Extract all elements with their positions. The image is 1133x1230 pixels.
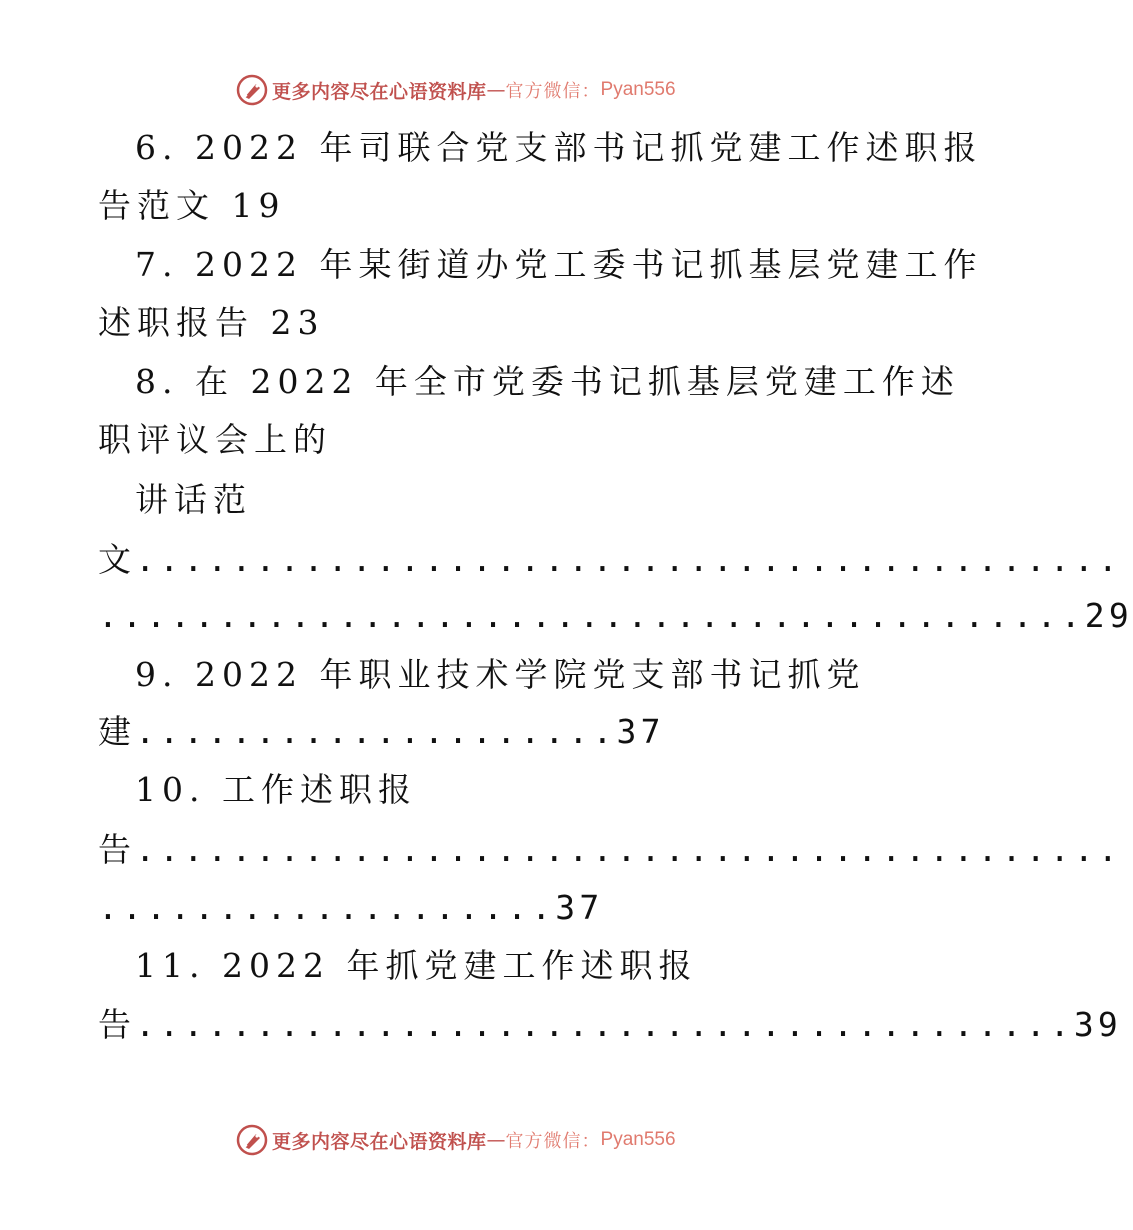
toc-entry-11-line-1: 11. 2022 年抓党建工作述职报 — [135, 946, 698, 985]
toc-entry-9-line-1: 9. 2022 年职业技术学院党支部书记抓党 — [135, 655, 866, 694]
banner-dash: — — [486, 79, 506, 101]
banner-text: 更多内容尽在心语资料库 — [272, 1130, 487, 1153]
toc-entry-8-line-5: .........................................29 — [98, 596, 1133, 635]
toc-entry-7-line-1: 7. 2022 年某街道办党工委书记抓基层党建工作 — [135, 245, 983, 284]
toc-entry-6-line-2: 告范文 19 — [98, 186, 286, 225]
toc-entry-10-line-2: 告......................................... — [98, 830, 1122, 869]
banner-text: 更多内容尽在心语资料库 — [272, 80, 487, 103]
banner-wechat-id: Pyan556 — [600, 79, 676, 100]
toc-entry-10-line-3: ...................37 — [98, 888, 604, 927]
banner-wechat-id: Pyan556 — [600, 1129, 676, 1150]
footer-banner — [236, 1123, 676, 1157]
toc-entry-11-line-2: 告.......................................39 — [98, 1005, 1122, 1044]
banner-dash: — — [486, 1129, 506, 1151]
banner-wechat-label: 官方微信： — [505, 81, 601, 102]
toc-entry-8-line-2: 职评议会上的 — [98, 420, 332, 459]
toc-entry-10-line-1: 10. 工作述职报 — [135, 770, 417, 809]
pen-nib-logo-icon — [236, 74, 268, 106]
toc-entry-9-line-2: 建....................37 — [98, 712, 665, 751]
toc-entry-7-line-2: 述职报告 23 — [98, 303, 325, 342]
toc-entry-6-line-1: 6. 2022 年司联合党支部书记抓党建工作述职报 — [135, 128, 983, 167]
banner-wechat-label: 官方微信： — [505, 1131, 601, 1152]
toc-entry-8-line-1: 8. 在 2022 年全市党委书记抓基层党建工作述 — [135, 362, 960, 401]
toc-entry-8-line-4: 文......................................... — [98, 540, 1122, 579]
toc-entry-8-line-3: 讲话范 — [135, 480, 252, 519]
header-banner — [236, 73, 676, 107]
pen-nib-logo-icon — [236, 1124, 268, 1156]
